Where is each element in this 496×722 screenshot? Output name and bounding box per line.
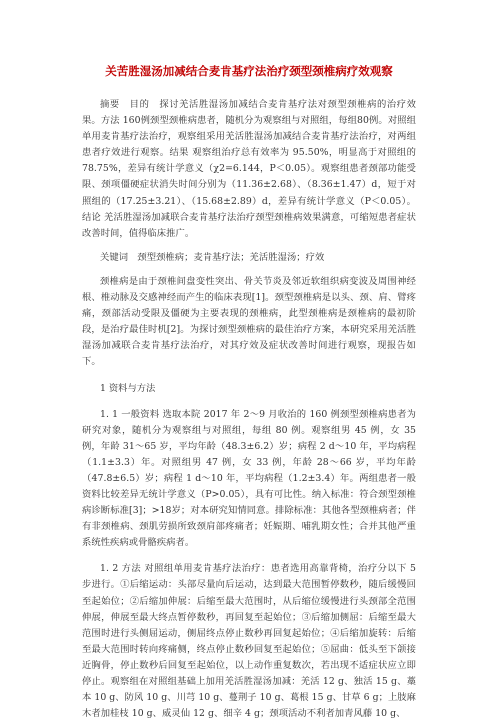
keywords-paragraph: 关键词 颈型颈椎病；麦肯基疗法；羌活胜湿汤；疗效	[100, 251, 325, 263]
methods-paragraph: 1. 2 方法 对照组单用麦肯基疗法治疗：患者选用高靠背椅，治疗分以下 5 步进行。①后缩运动：头部尽量向后运动，达到最大范围暂停数秒，随后缓慢回至起始位；②后缩加伸展：后缩至最大范围时，从后缩位缓慢进行头颈部全范围伸展，伸展至最大终点暂停数秒，再回复至起始位；③后缩加侧屈：后缩至最大范围时进行头侧屈运动，侧屈终点停止数秒再回复起始位；④后缩加旋转：后缩至最大范围时转向疼痛侧，终点停止数秒回复至起始位；⑤屈曲：低头至下颌接近胸骨，停止数秒后回复至起始位，以上动作重复数次，若出现不适症状应立即停止。观察组在对照组基础上加用羌活胜湿汤加减：羌活 12 g、独活 15 g、藁本 10 g、防风 10 g、川芎 10 g、蔓荆子 10 g、葛根 15 g、甘草 6 g；上肢麻木者加桂枝 10 g、威灵仙 12 g、细辛 4 g；颈项活动不利者加青风藤 10 g、	[82, 563, 416, 720]
abstract-paragraph: 摘要 目的 探讨羌活胜湿汤加减结合麦肯基疗法对颈型颈椎病的治疗效果。方法 160例颈型颈椎病患者，随机分为观察组与对照组，每组80例。对照组单用麦肯基疗法治疗，观察组采用羌活胜湿汤加减结合麦肯基疗法治疗，对两组患者疗效进行观察。结果 观察组治疗总有效率为 95.50%，明显高于对照组的 78.75%，差异有统计学意义（χ2=6.144，P＜0.05）。观察组患者颈部功能受限、颈项僵硬症状消失时间分别为（11.36±2.68）、（8.36±1.47）d，短于对照组的（17.25±3.21）、（15.68±2.89）d，差异有统计学意义（P＜0.05）。结论 羌活胜湿汤加减联合麦肯基疗法治疗颈型颈椎病效果满意，可缩短患者症状改善时间，值得临床推广。	[82, 99, 416, 239]
section-heading-materials-methods: 1 资料与方法	[100, 382, 156, 394]
intro-paragraph: 颈椎病是由于颈椎间盘变性突出、骨关节炎及邻近软组织病变波及周围神经根、椎动脉及交感神经而产生的临床表现[1]。颈型颈椎病是以头、颈、肩、臂疼痛，颈部活动受限及僵硬为主要表现的颈椎病，此型颈椎病是颈椎病的最初阶段，是治疗最佳时机[2]。为探讨颈型颈椎病的最佳治疗方案，本研究采用羌活胜湿汤加减联合麦肯基疗法治疗，对其疗效及症状改善时间进行观察，现报告如下。	[82, 275, 416, 368]
general-data-paragraph: 1. 1 一般资料 选取本院 2017 年 2～9 月收治的 160 例颈型颈椎病患者为研究对象，随机分为观察组与对照组，每组 80 例。观察组男 45 例，女 35 例，年龄 31～65 岁，平均年龄（48.3±6.2）岁；病程 2 d～10 年，平均病程（1.1±3.3）年。对照组男 47 例，女 33 例，年龄 28～66 岁，平均年龄（47.8±6.5）岁；病程 1 d～10 年，平均病程（1.2±3.4）年。两组患者一般资料比较差异无统计学意义（P>0.05），具有可比性。纳入标准：符合颈型颈椎病诊断标准[3]；>18岁；对本研究知情同意。排除标准：其他各型颈椎病者；伴有非颈椎病、颈肌劳损所致颈肩部疼痛者；妊娠期、哺乳期女性；合并其他严重系统性疾病或骨骼疾病者。	[82, 408, 416, 549]
paper-title: 关苦胜湿汤加减结合麦肯基疗法治疗颈型颈椎病疗效观察	[105, 64, 393, 78]
